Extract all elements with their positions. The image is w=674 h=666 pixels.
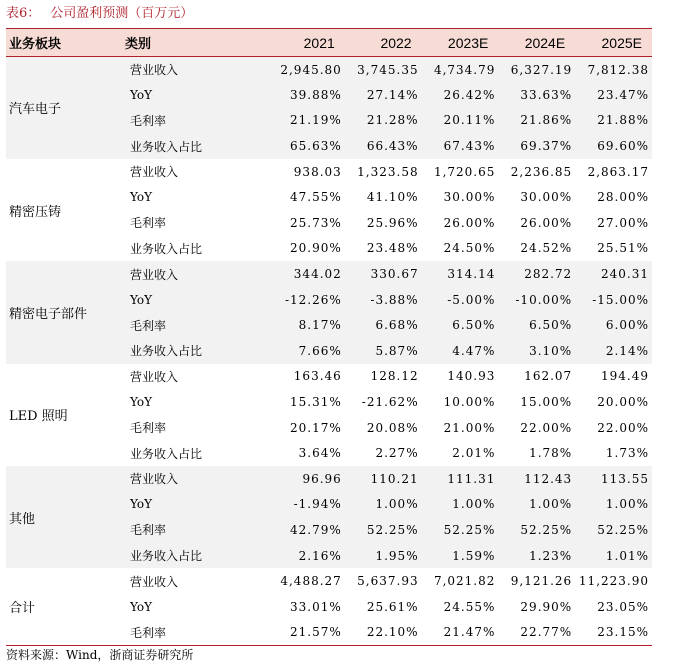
value-cell: 3.64% [298, 446, 342, 461]
value-cell: 23.05% [597, 599, 649, 614]
value-cell: 194.49 [601, 369, 649, 384]
value-cell: 7,021.82 [433, 574, 496, 589]
table-body [6, 57, 652, 646]
value-cell: 1.00% [375, 497, 419, 512]
header-year: 2022 [380, 34, 412, 51]
row-label: 毛利率 [130, 216, 167, 231]
value-cell: -3.88% [370, 292, 419, 307]
value-cell: 344.02 [293, 267, 342, 282]
value-cell: 2,863.17 [587, 164, 649, 179]
table-row [6, 466, 652, 492]
row-label: 业务收入占比 [130, 139, 203, 154]
value-cell: -10.00% [515, 292, 573, 307]
value-cell: 1.00% [529, 497, 573, 512]
value-cell: 15.00% [520, 395, 573, 410]
value-cell: 22.00% [520, 420, 573, 435]
segment-name: 精密电子部件 [9, 306, 88, 322]
value-cell: 111.31 [447, 471, 496, 486]
value-cell: 6.68% [375, 318, 419, 333]
value-cell: 25.51% [597, 241, 649, 256]
value-cell: 4.47% [452, 343, 496, 358]
value-cell: 20.17% [290, 420, 342, 435]
value-cell: 52.25% [366, 522, 419, 537]
header-year: 2021 [303, 34, 335, 51]
value-cell: 24.55% [443, 599, 496, 614]
value-cell: 1,323.58 [357, 164, 419, 179]
value-cell: 66.43% [366, 139, 419, 154]
row-label: 营业收入 [130, 472, 179, 487]
value-cell: 2,945.80 [280, 62, 342, 77]
segment-name: 汽车电子 [9, 102, 62, 118]
value-cell: 25.61% [366, 599, 419, 614]
value-cell: 21.88% [597, 113, 649, 128]
value-cell: 52.25% [443, 522, 496, 537]
row-label: 毛利率 [130, 625, 167, 640]
segment-name: 其他 [9, 511, 36, 527]
value-cell: 6.50% [529, 318, 573, 333]
value-cell: 23.48% [366, 241, 419, 256]
row-label: YoY [130, 599, 153, 614]
value-cell: 8.17% [298, 318, 342, 333]
value-cell: 33.63% [520, 87, 573, 102]
value-cell: 25.73% [290, 215, 342, 230]
value-cell: 42.79% [290, 522, 342, 537]
header-year: 2025E [601, 34, 642, 51]
value-cell: 21.28% [366, 113, 419, 128]
value-cell: 330.67 [370, 267, 419, 282]
value-cell: 1.23% [529, 548, 573, 563]
value-cell: 22.10% [366, 625, 419, 640]
header-year: 2024E [524, 34, 566, 51]
row-label: 业务收入占比 [130, 241, 203, 256]
value-cell: 22.77% [520, 625, 573, 640]
value-cell: -5.00% [447, 292, 496, 307]
value-cell: 2.16% [298, 548, 342, 563]
value-cell: 3.10% [529, 343, 573, 358]
forecast-table [6, 28, 652, 646]
row-label: 营业收入 [130, 63, 179, 78]
value-cell: 26.00% [443, 215, 496, 230]
row-label: 营业收入 [130, 574, 179, 589]
value-cell: 30.00% [443, 190, 496, 205]
value-cell: 20.00% [597, 395, 649, 410]
value-cell: 39.88% [290, 87, 342, 102]
value-cell: 22.00% [597, 420, 649, 435]
value-cell: 7,812.38 [587, 62, 649, 77]
table-row [6, 159, 652, 185]
value-cell: 28.00% [597, 190, 649, 205]
row-label: 毛利率 [130, 318, 167, 333]
value-cell: 282.72 [524, 267, 573, 282]
row-label: YoY [130, 292, 153, 307]
value-cell: 4,488.27 [280, 574, 342, 589]
value-cell: 23.15% [597, 625, 649, 640]
row-label: 业务收入占比 [130, 549, 203, 564]
value-cell: 26.00% [520, 215, 573, 230]
value-cell: -1.94% [293, 497, 342, 512]
value-cell: 113.55 [601, 471, 649, 486]
value-cell: 33.01% [290, 599, 342, 614]
value-cell: 6,327.19 [510, 62, 573, 77]
value-cell: 140.93 [447, 369, 496, 384]
segment-name: LED 照明 [9, 409, 68, 425]
value-cell: 41.10% [366, 190, 419, 205]
value-cell: 27.14% [366, 87, 419, 102]
value-cell: 10.00% [443, 395, 496, 410]
value-cell: 1.00% [452, 497, 496, 512]
value-cell: 1.00% [605, 497, 649, 512]
row-label: 营业收入 [130, 165, 179, 180]
value-cell: 7.66% [298, 343, 342, 358]
value-cell: 938.03 [293, 164, 342, 179]
segment-name: 精密压铸 [9, 204, 62, 220]
value-cell: 20.90% [290, 241, 342, 256]
value-cell: 3,745.35 [357, 62, 419, 77]
value-cell: 6.50% [452, 318, 496, 333]
value-cell: 2.27% [375, 446, 419, 461]
value-cell: 1.73% [605, 446, 649, 461]
table-row [6, 364, 652, 390]
value-cell: 110.21 [370, 471, 419, 486]
caption-label: 表6： [6, 6, 41, 21]
value-cell: 21.86% [520, 113, 573, 128]
value-cell: 30.00% [520, 190, 573, 205]
row-label: 业务收入占比 [130, 446, 203, 461]
value-cell: 15.31% [290, 395, 342, 410]
value-cell: 96.96 [302, 471, 342, 486]
value-cell: 21.19% [290, 113, 342, 128]
value-cell: -21.62% [361, 395, 419, 410]
table-caption [6, 4, 203, 24]
value-cell: 1,720.65 [433, 164, 496, 179]
value-cell: 69.60% [597, 139, 649, 154]
table-header-row [6, 29, 652, 57]
value-cell: 6.00% [605, 318, 649, 333]
row-label: 业务收入占比 [130, 344, 203, 359]
value-cell: 5.87% [375, 343, 419, 358]
value-cell: 69.37% [520, 139, 573, 154]
value-cell: 27.00% [597, 215, 649, 230]
row-label: YoY [130, 190, 153, 205]
value-cell: 24.52% [520, 241, 573, 256]
value-cell: 1.78% [529, 446, 573, 461]
value-cell: -12.26% [284, 292, 342, 307]
row-label: 营业收入 [130, 267, 179, 282]
value-cell: 128.12 [370, 369, 419, 384]
value-cell: 162.07 [524, 369, 573, 384]
value-cell: 1.95% [375, 548, 419, 563]
source-note: 资料来源：Wind，浙商证券研究所 [6, 648, 194, 662]
row-label: 毛利率 [130, 421, 167, 436]
value-cell: 26.42% [443, 87, 496, 102]
table-row [6, 57, 652, 83]
header-segment: 业务板块 [9, 37, 62, 52]
value-cell: 5,637.93 [357, 574, 419, 589]
value-cell: 29.90% [520, 599, 573, 614]
value-cell: 67.43% [443, 139, 496, 154]
value-cell: 2.14% [605, 343, 649, 358]
value-cell: 20.08% [366, 420, 419, 435]
table-row [6, 568, 652, 594]
table-row [6, 261, 652, 287]
value-cell: 52.25% [597, 522, 649, 537]
value-cell: 2.01% [452, 446, 496, 461]
value-cell: 21.47% [443, 625, 496, 640]
value-cell: 65.63% [290, 139, 342, 154]
value-cell: 20.11% [443, 113, 496, 128]
value-cell: 240.31 [601, 267, 649, 282]
header-category: 类别 [125, 37, 152, 52]
value-cell: 23.47% [597, 87, 649, 102]
value-cell: 112.43 [524, 471, 573, 486]
value-cell: 11,223.90 [578, 574, 649, 589]
value-cell: 21.57% [290, 625, 342, 640]
value-cell: 1.01% [605, 548, 649, 563]
segment-name: 合计 [9, 601, 36, 617]
caption-title: 公司盈利预测（百万元） [50, 6, 194, 21]
row-label: 毛利率 [130, 523, 167, 538]
header-year: 2023E [447, 34, 489, 51]
value-cell: 25.96% [366, 215, 419, 230]
row-label: YoY [130, 395, 153, 410]
value-cell: 52.25% [520, 522, 573, 537]
row-label: YoY [130, 87, 153, 102]
value-cell: 24.50% [443, 241, 496, 256]
value-cell: 21.00% [443, 420, 496, 435]
row-label: 毛利率 [130, 113, 167, 128]
row-label: 营业收入 [130, 369, 179, 384]
value-cell: -15.00% [592, 292, 649, 307]
value-cell: 47.55% [290, 190, 342, 205]
value-cell: 9,121.26 [510, 574, 573, 589]
value-cell: 314.14 [447, 267, 496, 282]
row-label: YoY [130, 497, 153, 512]
value-cell: 2,236.85 [510, 164, 573, 179]
value-cell: 1.59% [452, 548, 496, 563]
value-cell: 4,734.79 [433, 62, 496, 77]
value-cell: 163.46 [293, 369, 342, 384]
